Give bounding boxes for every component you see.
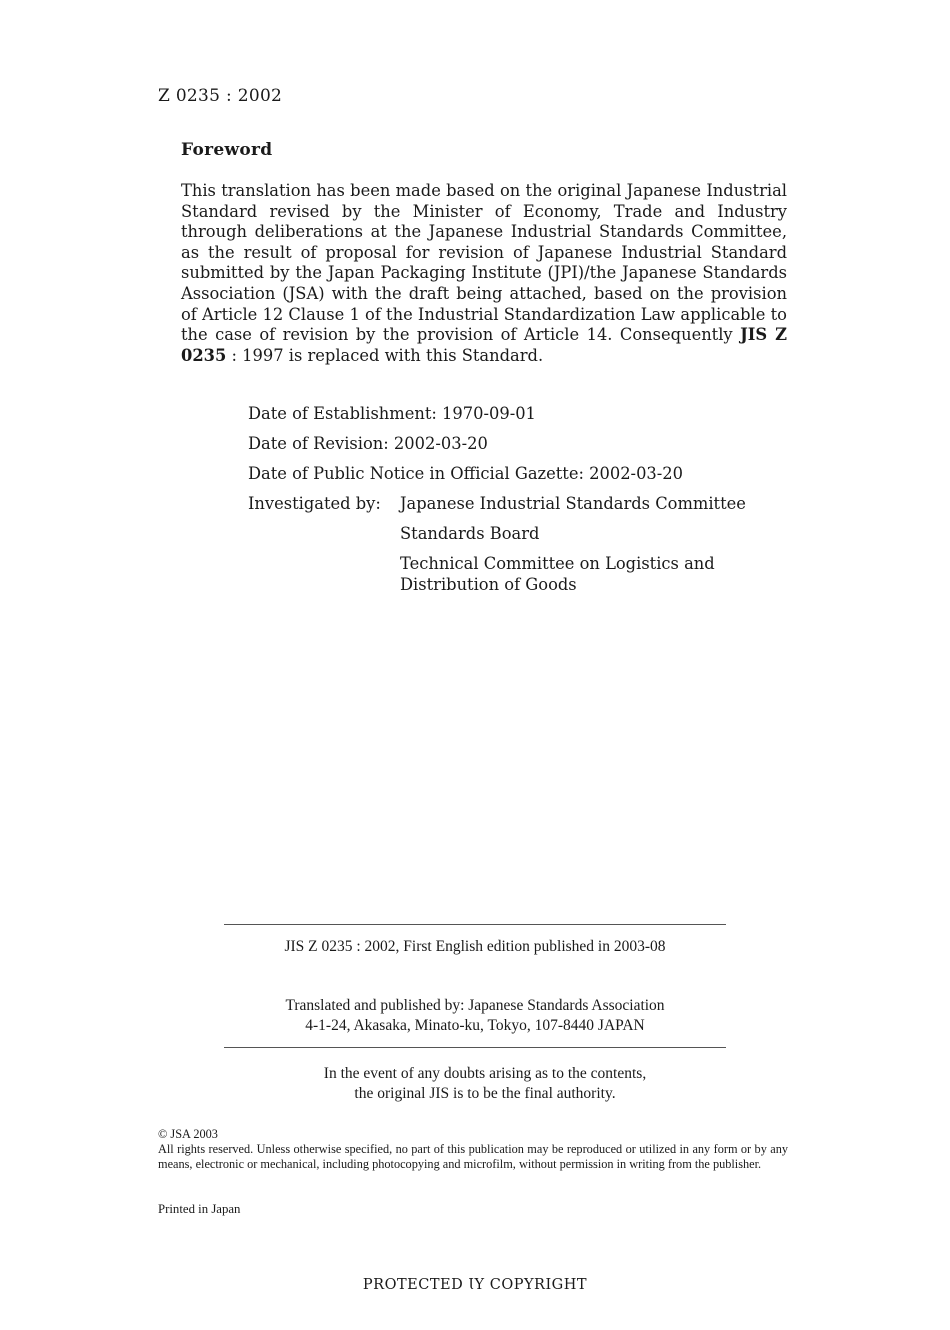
investigator-board: Standards Board (400, 524, 540, 544)
authority-note (230, 1064, 740, 1104)
date-establishment: Date of Establishment: 1970-09-01 (248, 404, 536, 423)
foreword-text (181, 181, 787, 366)
investigator-technical-committee: Technical Committee on Logistics and Distribution of Goods (400, 554, 715, 594)
authority-line-1: In the event of any doubts arising as to the contents, (323, 1065, 647, 1082)
publisher-line: Translated and published by: Japanese Standards Association (285, 997, 665, 1014)
investigated-values (400, 494, 780, 605)
rights-statement: All rights reserved. Unless otherwise specified, no part of this publication may be reproduced or utilized in any form or by any means, electronic or mechanical, including photocopying and microfilm, without permission in writing from the publisher. (158, 1142, 788, 1171)
edition-note: JIS Z 0235 : 2002, First English edition published in 2003-08 (284, 938, 666, 955)
investigator-jisc: Japanese Industrial Standards Committee (400, 494, 746, 513)
foreword-title: Foreword (181, 140, 273, 160)
publisher-block (230, 996, 720, 1036)
copyright-stamp: PROTECTED ƖY COPYRIGHT (362, 1277, 588, 1293)
foreword-text-main: This translation has been made based on the original Japanese Industrial Standard revised by the Minister of Economy, Trade and Industry through deliberations at the Japanese Industrial Standards Committee, as the result of proposal for revision of Japanese Industrial Standard submitted by the Japan Packaging Institute (JPI)/the Japanese Standards Association (JSA) with the draft being attached, based on the provision of Article 12 Clause 1 of the Industrial Standardization Law applicable to the case of revision by the provision of Article 14. Consequently (181, 181, 787, 345)
copyright-line: © JSA 2003 (158, 1127, 218, 1141)
bottom-divider (224, 1047, 726, 1048)
top-divider (224, 924, 726, 925)
legal-block (158, 1127, 788, 1172)
authority-line-2: the original JIS is to be the final authority. (354, 1085, 616, 1102)
document-code: Z 0235 : 2002 (158, 86, 283, 106)
date-public-notice: Date of Public Notice in Official Gazette: 2002-03-20 (248, 464, 683, 483)
investigated-label: Investigated by: (248, 494, 381, 513)
dates-block (248, 404, 683, 494)
jis-reference: JIS Z 0235 (181, 325, 787, 365)
publisher-address: 4-1-24, Akasaka, Minato-ku, Tokyo, 107-8440 JAPAN (305, 1017, 645, 1034)
date-revision: Date of Revision: 2002-03-20 (248, 434, 488, 453)
foreword-text-end: : 1997 is replaced with this Standard. (226, 345, 544, 365)
printed-in: Printed in Japan (158, 1202, 241, 1216)
